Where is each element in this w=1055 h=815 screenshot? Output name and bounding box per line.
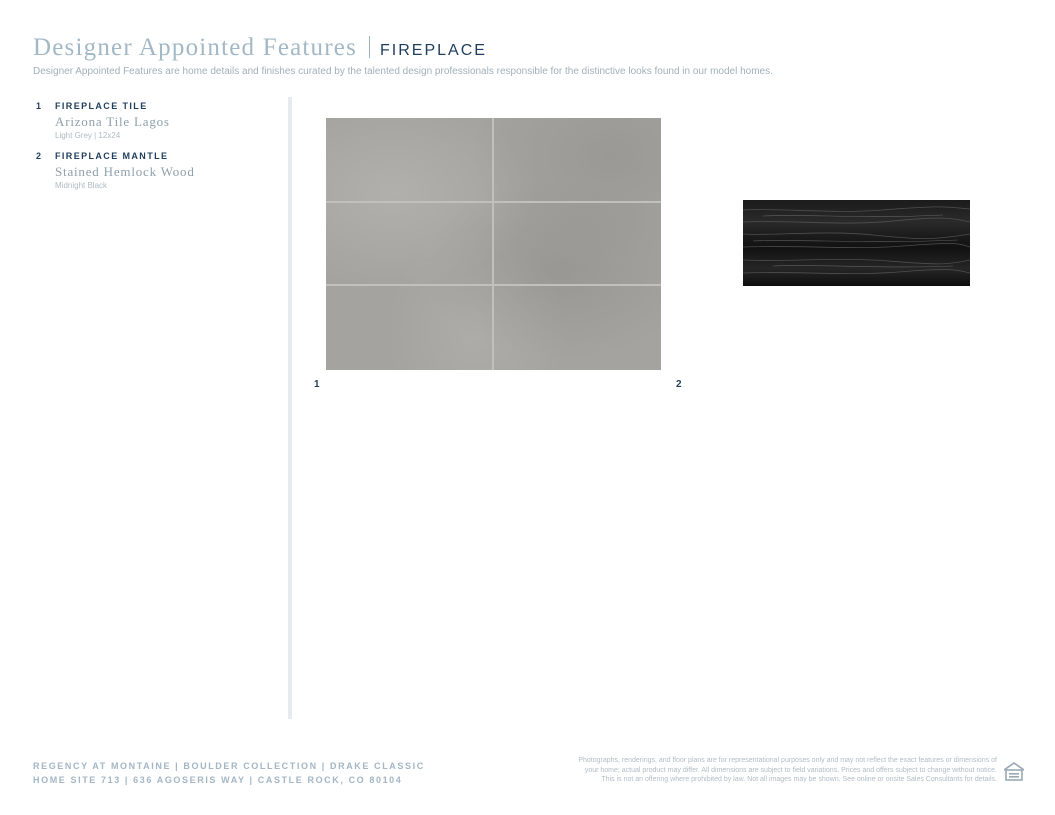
equal-housing-opportunity-icon <box>1002 759 1026 783</box>
section-title: FIREPLACE <box>380 42 487 59</box>
footer-line-1: REGENCY AT MONTAINE | BOULDER COLLECTION | DRAKE CLASSIC <box>33 761 425 771</box>
image-label-2: 2 <box>676 379 682 390</box>
disclaimer-line: your home; actual product may differ. All dimensions are subject to field variations. Prices and offers subject to change without notice. <box>584 766 997 774</box>
wood-mantle-swatch-image <box>743 200 970 286</box>
feature-list <box>36 99 276 199</box>
wood-grain-graphic <box>743 200 970 286</box>
page-header <box>33 34 487 62</box>
disclaimer-line: Photographs, renderings, and floor plans are for representational purposes only and may not reflect the exact features or dimensions of <box>578 757 997 764</box>
grout-line <box>326 284 661 286</box>
feature-number: 2 <box>36 151 42 161</box>
feature-item-fireplace-mantle <box>36 149 276 190</box>
feature-product-detail: Midnight Black <box>55 181 108 190</box>
title-separator <box>369 36 370 58</box>
feature-product-name: Arizona Tile Lagos <box>55 114 170 129</box>
feature-product-detail: Light Grey | 12x24 <box>55 131 121 140</box>
vertical-divider <box>288 97 292 719</box>
feature-item-fireplace-tile <box>36 99 276 140</box>
footer-disclaimer <box>517 756 997 785</box>
page-title: Designer Appointed Features <box>33 34 358 61</box>
feature-product-name: Stained Hemlock Wood <box>55 164 195 179</box>
grout-line <box>326 201 661 203</box>
tile-swatch-image <box>326 118 661 370</box>
feature-number: 1 <box>36 101 42 111</box>
grout-line <box>492 118 494 370</box>
feature-title: FIREPLACE MANTLE <box>55 151 169 161</box>
image-label-1: 1 <box>314 379 320 390</box>
page-subtitle: Designer Appointed Features are home details and finishes curated by the talented design professionals responsible for the distinctive looks found in our model homes. <box>33 66 773 77</box>
feature-title: FIREPLACE TILE <box>55 101 148 111</box>
footer-line-2: HOME SITE 713 | 636 AGOSERIS WAY | CASTLE ROCK, CO 80104 <box>33 775 403 785</box>
footer-community-info <box>33 759 425 787</box>
disclaimer-line: This is not an offering where prohibited by law. Not all images may be shown. See online or onsite Sales Consultants for details. <box>601 776 997 783</box>
